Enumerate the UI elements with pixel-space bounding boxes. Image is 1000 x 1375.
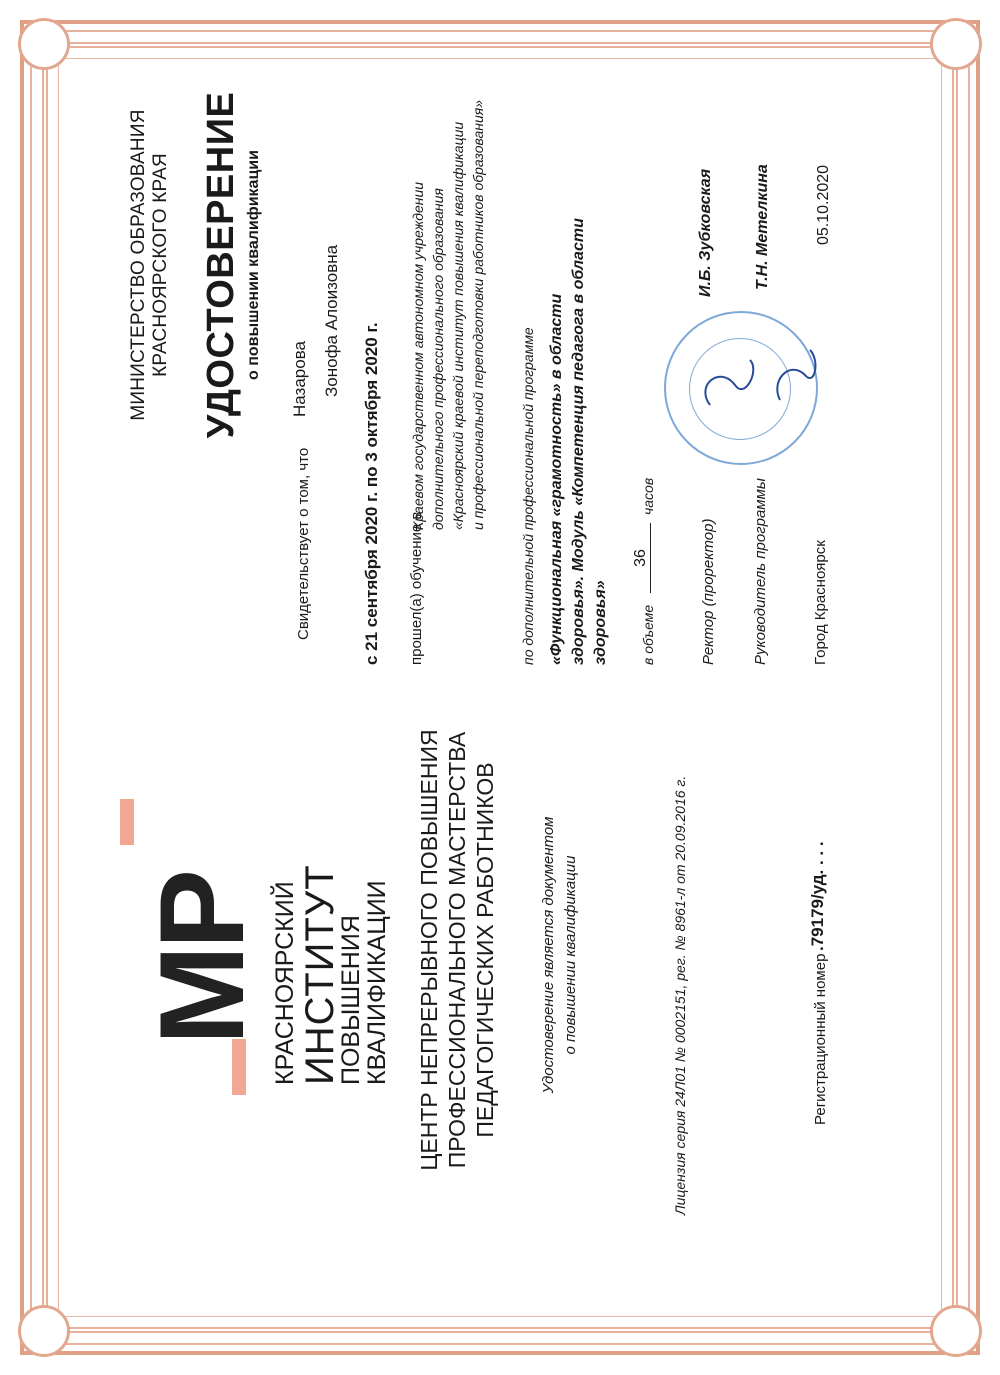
program-line2: здоровья». Модуль «Компетенция педагога в области: [570, 218, 587, 665]
org-line1: Краевом государственном автономном учреждении: [410, 181, 426, 530]
org-line4: и профессиональной переподготовки работников образования»: [470, 99, 486, 530]
logo-text-line3: ПОВЫШЕНИЯ: [337, 915, 365, 1085]
doc-note-line2: о повышении квалификации: [562, 855, 579, 1055]
logo-accent-bar: [120, 799, 134, 845]
ministry-line1: МИНИСТЕРСТВО ОБРАЗОВАНИЯ: [128, 109, 149, 421]
surname: Назарова: [290, 341, 309, 417]
center-title-line2: ПРОФЕССИОНАЛЬНОГО МАСТЕРСТВА: [444, 731, 470, 1169]
logo-mark: МР: [135, 873, 269, 1045]
city: Город Красноярск: [812, 540, 829, 665]
document-title: УДОСТОВЕРЕНИЕ: [200, 91, 242, 439]
doc-note-line1: Удостоверение является документом: [540, 816, 557, 1094]
hours-value: 36: [632, 523, 651, 593]
logo-accent-bar: [232, 1039, 246, 1095]
signature-icon: [690, 335, 830, 415]
program-line3: здоровья»: [592, 580, 609, 665]
issue-date: 05.10.2020: [815, 164, 832, 245]
logo-text-line4: КВАЛИФИКАЦИИ: [363, 880, 391, 1085]
rector-label: Ректор (проректор): [700, 518, 717, 665]
program-head-label: Руководитель программы: [752, 478, 769, 665]
license-text: Лицензия серия 24Л01 № 0002151, рег. № 8961-л от 20.09.2016 г.: [672, 775, 688, 1215]
certifies-label: Свидетельствует о том, что: [295, 447, 312, 640]
reg-number: .79179/уд. . . .: [808, 841, 827, 951]
trained-in-label: прошел(а) обучение в: [408, 511, 425, 665]
center-title-line3: ПЕДАГОГИЧЕСКИХ РАБОТНИКОВ: [472, 762, 498, 1138]
volume-label: в объеме: [640, 604, 656, 665]
rector-name: И.Б. Зубковская: [697, 168, 714, 297]
program-line1: «Функциональная «грамотность» в области: [548, 293, 565, 665]
program-intro: по дополнительной профессиональной программе: [520, 327, 536, 665]
ministry-line2: КРАСНОЯРСКОГО КРАЯ: [150, 153, 171, 377]
center-title-line1: ЦЕНТР НЕПРЕРЫВНОГО ПОВЫШЕНИЯ: [416, 729, 442, 1171]
document-subtitle: о повышении квалификации: [245, 150, 262, 380]
hours-label: часов: [640, 477, 656, 515]
program-head-name: Т.Н. Метелкина: [754, 164, 771, 290]
reg-label: Регистрационный номер: [812, 953, 829, 1125]
training-dates: с 21 сентября 2020 г. по 3 октября 2020 г.: [362, 322, 381, 665]
logo-text-line2: ИНСТИТУТ: [298, 864, 342, 1085]
org-line2: дополнительного профессионального образования: [430, 188, 446, 530]
logo-text-line1: КРАСНОЯРСКИЙ: [271, 881, 299, 1085]
org-line3: «Красноярский краевой институт повышения квалификации: [450, 121, 466, 530]
given-name: Зонофа Алоизовна: [322, 244, 341, 397]
